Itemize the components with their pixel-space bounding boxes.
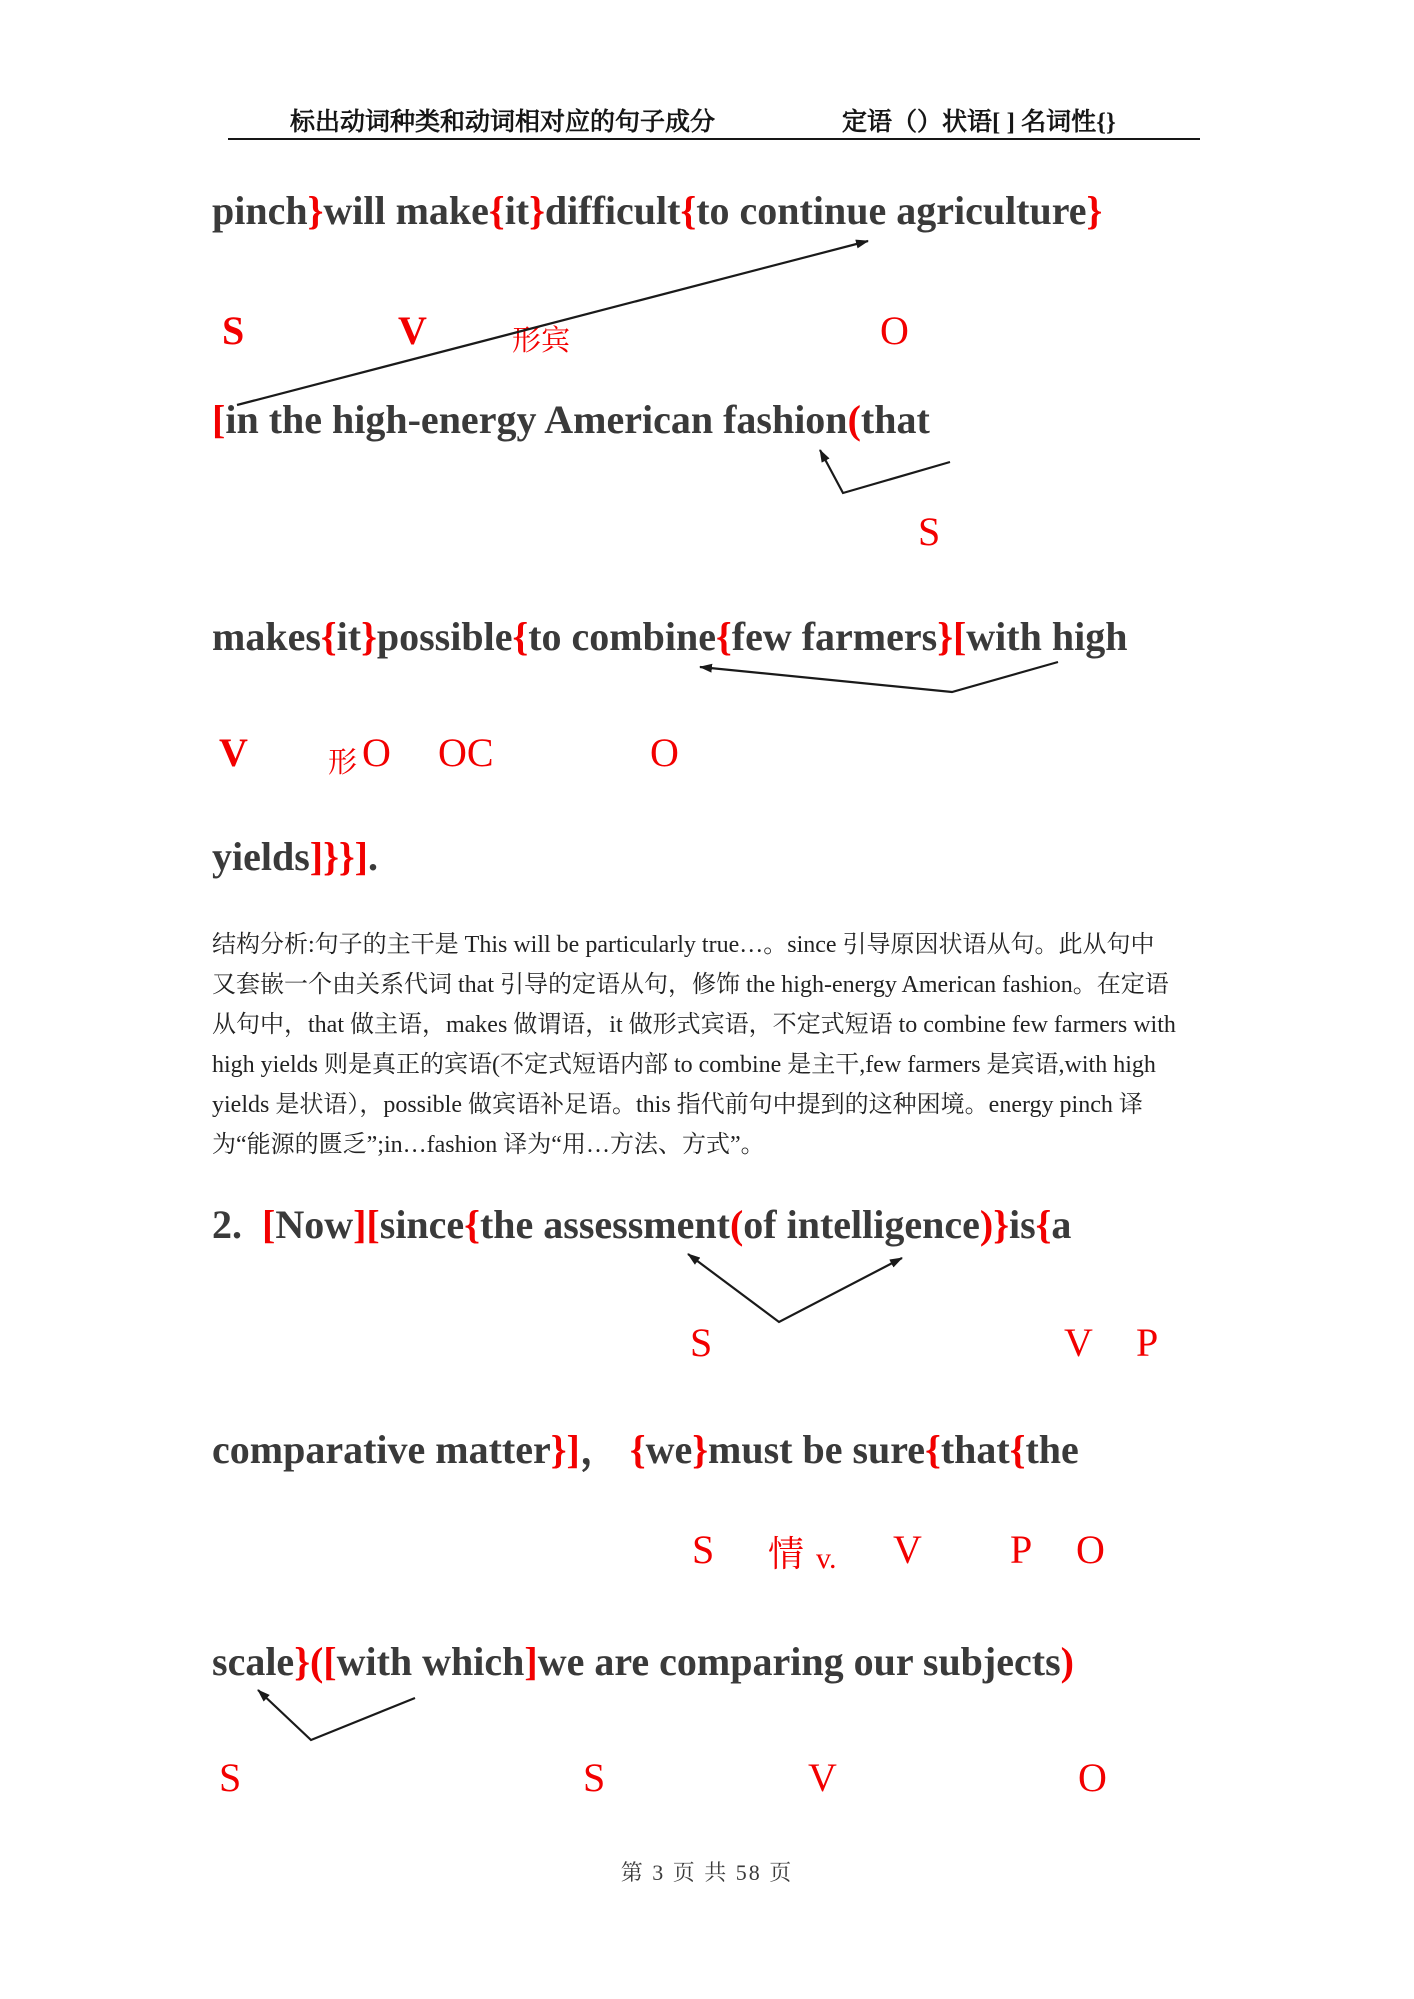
text-segment: the (1025, 1427, 1079, 1472)
text-segment: difficult (544, 188, 681, 233)
text-segment: [ (212, 397, 226, 442)
text-segment: will make (323, 188, 489, 233)
annotation-row-2 (0, 509, 1414, 559)
text-segment: { (512, 614, 529, 659)
grammar-label: S (583, 1755, 606, 1800)
grammar-label: S (222, 308, 245, 353)
text-segment: we (645, 1427, 693, 1472)
grammar-label: O (362, 730, 391, 775)
grammar-label: 情 (768, 1534, 805, 1574)
text-segment: { (925, 1427, 941, 1472)
grammar-label: O (650, 730, 679, 775)
grammar-label: V (808, 1755, 837, 1800)
text-segment: that (860, 397, 930, 442)
grammar-label: 形宾 (512, 325, 571, 357)
text-segment: } (307, 188, 324, 233)
sentence-line-4 (212, 834, 378, 880)
analysis-paragraph (212, 925, 1212, 1165)
text-segment: ( (729, 1202, 744, 1247)
text-segment: { (680, 188, 697, 233)
text-segment: pinch (212, 188, 308, 233)
text-segment: [ (952, 614, 967, 659)
text-segment: ][ (353, 1202, 380, 1247)
grammar-label: V (398, 308, 427, 353)
text-segment: few farmers (731, 614, 938, 659)
paragraph-line: 从句中，that 做主语，makes 做谓语，it 做形式宾语，不定式短语 to combine few farmers with (212, 1012, 1176, 1038)
text-segment: { (1035, 1202, 1052, 1247)
text-segment: } (1086, 188, 1103, 233)
grammar-label: O (1078, 1755, 1107, 1800)
paragraph-line: 为“能源的匮乏”;in…fashion 译为“用…方法、方式”。 (212, 1132, 765, 1158)
grammar-label: V (893, 1527, 922, 1572)
sentence-line-1 (212, 188, 1102, 234)
text-segment: [ (262, 1202, 276, 1247)
text-segment: { (464, 1202, 480, 1247)
grammar-label: S (918, 509, 941, 554)
text-segment: { (716, 614, 732, 659)
text-segment: scale (212, 1639, 295, 1684)
text-segment: { (629, 1427, 646, 1472)
grammar-label: V (1064, 1320, 1093, 1365)
text-segment: that (940, 1427, 1010, 1472)
text-segment: yields (212, 834, 310, 879)
grammar-label: OC (438, 730, 494, 775)
text-segment: ] (524, 1639, 538, 1684)
text-segment: } (937, 614, 953, 659)
text-segment: to continue agriculture (696, 188, 1087, 233)
annotation-row-1 (0, 308, 1414, 358)
grammar-label: S (690, 1320, 713, 1365)
text-segment: ， (579, 1427, 630, 1472)
paragraph-line: 结构分析:句子的主干是 This will be particularly true…。since 引导原因状语从句。此从句中 (212, 932, 1155, 958)
text-segment: ( (847, 397, 861, 442)
sentence-line-6 (212, 1427, 1079, 1473)
text-segment: } (692, 1427, 708, 1472)
pointer-arrow (688, 1254, 902, 1322)
header-instruction: 标出动词种类和动词相对应的句子成分 (290, 109, 716, 136)
text-segment: ]}}] (309, 834, 368, 879)
header-divider (228, 138, 1200, 140)
paragraph-line: yields 是状语），possible 做宾语补足语。this 指代前句中提到的这种困境。energy pinch 译 (212, 1092, 1143, 1118)
text-segment: Now (275, 1202, 354, 1247)
text-segment: is (1008, 1202, 1036, 1247)
pointer-arrow (258, 1690, 415, 1740)
annotation-row-5 (0, 1527, 1414, 1577)
sentence-line-7 (212, 1639, 1074, 1685)
text-segment: possible (376, 614, 513, 659)
text-segment: 2. (212, 1202, 262, 1247)
text-segment: since (379, 1202, 465, 1247)
text-segment: { (488, 188, 505, 233)
annotation-row-6 (0, 1755, 1414, 1805)
text-segment: . (367, 834, 378, 879)
text-segment: { (1009, 1427, 1026, 1472)
text-segment: makes (212, 614, 321, 659)
paragraph-line: high yields 则是真正的宾语(不定式短语内部 to combine 是主干,few farmers 是宾语,with high (212, 1052, 1156, 1078)
annotation-row-3 (0, 730, 1414, 780)
text-segment: }] (550, 1427, 580, 1472)
paragraph-line: 又套嵌一个由关系代词 that 引导的定语从句，修饰 the high-energy American fashion。在定语 (212, 972, 1169, 998)
sentence-line-2 (212, 397, 930, 443)
grammar-label: V (219, 730, 248, 775)
grammar-label: P (1136, 1320, 1159, 1365)
annotation-row-4 (0, 1320, 1414, 1370)
text-segment: must be sure (708, 1427, 926, 1472)
grammar-label: O (880, 308, 909, 353)
sentence-line-5 (212, 1202, 1071, 1248)
grammar-label: S (219, 1755, 242, 1800)
text-segment: } (529, 188, 545, 233)
page-footer: 第 3 页 共 58 页 (620, 1860, 794, 1885)
grammar-label: P (1010, 1527, 1033, 1572)
pointer-arrow (700, 662, 1058, 692)
text-segment: ) (1060, 1639, 1074, 1684)
grammar-label: S (692, 1527, 715, 1572)
pointer-arrow (820, 450, 950, 493)
text-segment: } (361, 614, 377, 659)
text-segment: in the high-energy American fashion (225, 397, 848, 442)
text-segment: we are comparing our subjects (537, 1639, 1061, 1684)
text-segment: )} (979, 1202, 1009, 1247)
grammar-label: O (1076, 1527, 1105, 1572)
grammar-label: v. (816, 1542, 837, 1575)
text-segment: the assessment (479, 1202, 730, 1247)
sentence-line-3 (212, 614, 1127, 660)
text-segment: }([ (294, 1639, 337, 1684)
text-segment: to combine (528, 614, 716, 659)
text-segment: { (320, 614, 337, 659)
text-segment: a (1051, 1202, 1072, 1247)
text-segment: it (504, 188, 530, 233)
text-segment: with high (966, 614, 1128, 659)
grammar-label: 形 (328, 747, 358, 779)
text-segment: comparative matter (212, 1427, 551, 1472)
text-segment: of intelligence (743, 1202, 980, 1247)
text-segment: with which (336, 1639, 525, 1684)
text-segment: it (336, 614, 362, 659)
header-legend: 定语（）状语[ ] 名词性{} (842, 109, 1116, 136)
